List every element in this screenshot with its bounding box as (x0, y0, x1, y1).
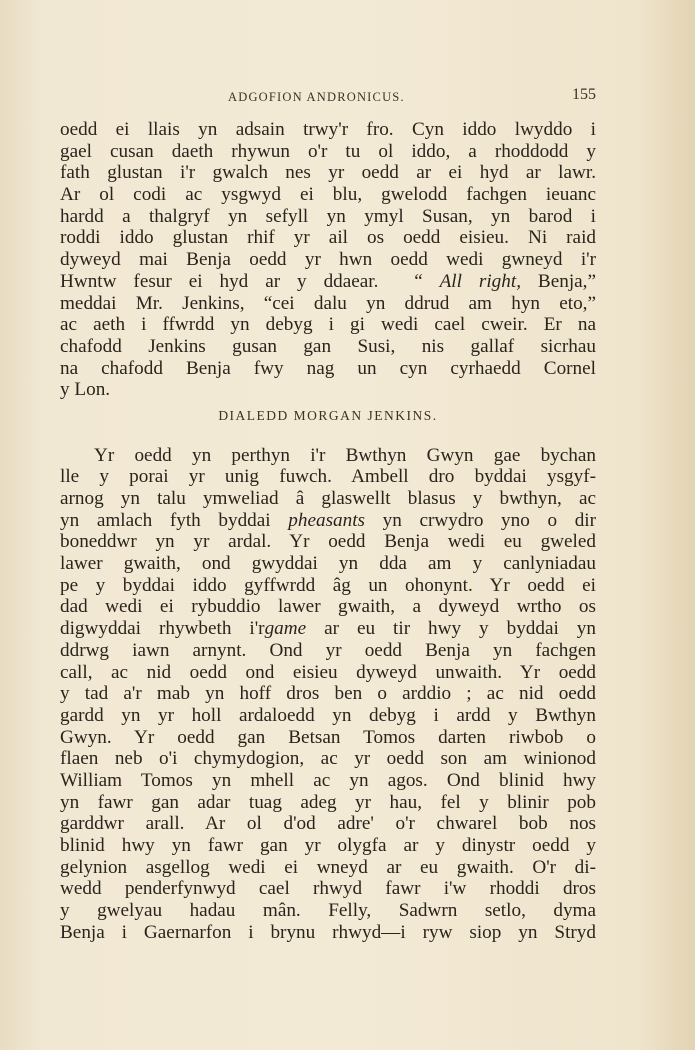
page-header (60, 86, 596, 108)
text-segment: yn amlach fyth byddai (60, 509, 271, 531)
text-line: dad wedi ei rybuddio lawer gwaith, a dyweyd wrtho os (60, 596, 596, 618)
text-line: y gwelyau hadau mân. Felly, Sadwrn setlo, dyma (60, 900, 596, 922)
text-line: chafodd Jenkins gusan gan Susi, nis gallaf sicrhau (60, 335, 596, 357)
text-line: gardd yn yr holl ardaloedd yn debyg i ardd y Bwthyn (60, 704, 596, 726)
text-line: blinid hwy yn fawr gan yr olygfa ar y dinystr oedd y (60, 835, 596, 856)
text-segment: ar eu tir hwy y byddai yn (306, 618, 596, 640)
paragraph-1 (60, 119, 596, 401)
text-line: dyweyd mai Benja oedd yr hwn oedd wedi gwneyd i'r (60, 249, 596, 271)
text-line: meddai Mr. Jenkins, “cei dalu yn ddrud am hyn eto,” (60, 292, 596, 314)
text-line: gael cusan daeth rhywun o'r tu ol iddo, a rhoddodd y (60, 140, 596, 162)
paragraph-2 (60, 445, 596, 944)
text-line: fath glustan i'r gwalch nes yr oedd ar ei hyd ar lawr. (60, 162, 596, 184)
text-line: ddrwg iawn arnynt. Ond yr oedd Benja yn fachgen (60, 639, 596, 661)
italic-quote: “ All right, (412, 270, 521, 292)
text-line: flaen neb o'i chymydogion, ac yr oedd son am winionod (60, 748, 596, 770)
running-head: ADGOFION ANDRONICUS. (228, 90, 405, 104)
text-line: William Tomos yn mhell ac yn agos. Ond blinid hwy (60, 769, 596, 791)
text-line: Ar ol codi ac ysgwyd ei blu, gwelodd fachgen ieuanc (60, 184, 596, 206)
text-line: y Lon. (60, 379, 111, 401)
text-line (60, 618, 596, 640)
text-segment: Hwntw fesur ei hyd ar y ddaear. (60, 270, 379, 292)
text-line (60, 271, 596, 293)
text-line (60, 510, 596, 532)
text-line: Benja i Gaernarfon i brynu rhwyd—i ryw siop yn Stryd (60, 921, 596, 943)
text-line: na chafodd Benja fwy nag un cyn cyrhaedd Cornel (60, 357, 596, 379)
text-line: ac aeth i ffwrdd yn debyg i gi wedi cael cweir. Er na (60, 314, 596, 336)
text-line: oedd ei llais yn adsain trwy'r fro. Cyn iddo lwyddo i (60, 119, 596, 140)
text-line: boneddwr yn yr ardal. Yr oedd Benja wedi eu gweled (60, 531, 596, 553)
section-title: DIALEDD MORGAN JENKINS. (218, 407, 438, 423)
text-line: pe y byddai iddo gyffwrdd âg un ohonynt. Yr oedd ei (60, 574, 596, 596)
text-segment: yn crwydro yno o dir (365, 509, 597, 531)
text-line: Yr oedd yn perthyn i'r Bwthyn Gwyn gae bychan (94, 444, 596, 466)
text-line: wedd penderfynwyd cael rhwyd fawr i'w rhoddi dros (60, 878, 596, 900)
text-line: arnog yn talu ymweliad â glaswellt blasus y bwthyn, ac (60, 488, 596, 509)
text-line: y tad a'r mab yn hoff dros ben o arddio ; ac nid oedd (60, 683, 596, 705)
text-segment: digwyddai rhywbeth i'r (60, 618, 265, 640)
text-line: garddwr arall. Ar ol d'od adre' o'r chwarel bob nos (60, 813, 596, 835)
text-line: Gwyn. Yr oedd gan Betsan Tomos darten riwbob o (60, 726, 596, 748)
text-line: roddi iddo glustan rhif yr ail os oedd eisieu. Ni raid (60, 227, 596, 249)
page-number: 155 (572, 86, 596, 103)
page-body (60, 119, 596, 943)
text-line: gelynion asgellog wedi ei wneyd ar eu gwaith. O'r di- (60, 856, 596, 878)
text-line: lawer gwaith, ond gwyddai yn dda am y canlyniadau (60, 553, 596, 575)
text-line: call, ac nid oedd ond eisieu dyweyd unwaith. Yr oedd (60, 661, 596, 683)
text-line: lle y porai yr unig fuwch. Ambell dro byddai ysgyf- (60, 466, 596, 488)
text-segment: Benja,” (521, 270, 597, 292)
text-line: yn fawr gan adar tuag adeg yr hau, fel y blinir pob (60, 791, 596, 813)
italic-word: pheasants (288, 509, 366, 531)
italic-word: game (264, 618, 307, 640)
text-line: hardd a thalgryf yn sefyll yn ymyl Susan, yn barod i (60, 205, 596, 227)
